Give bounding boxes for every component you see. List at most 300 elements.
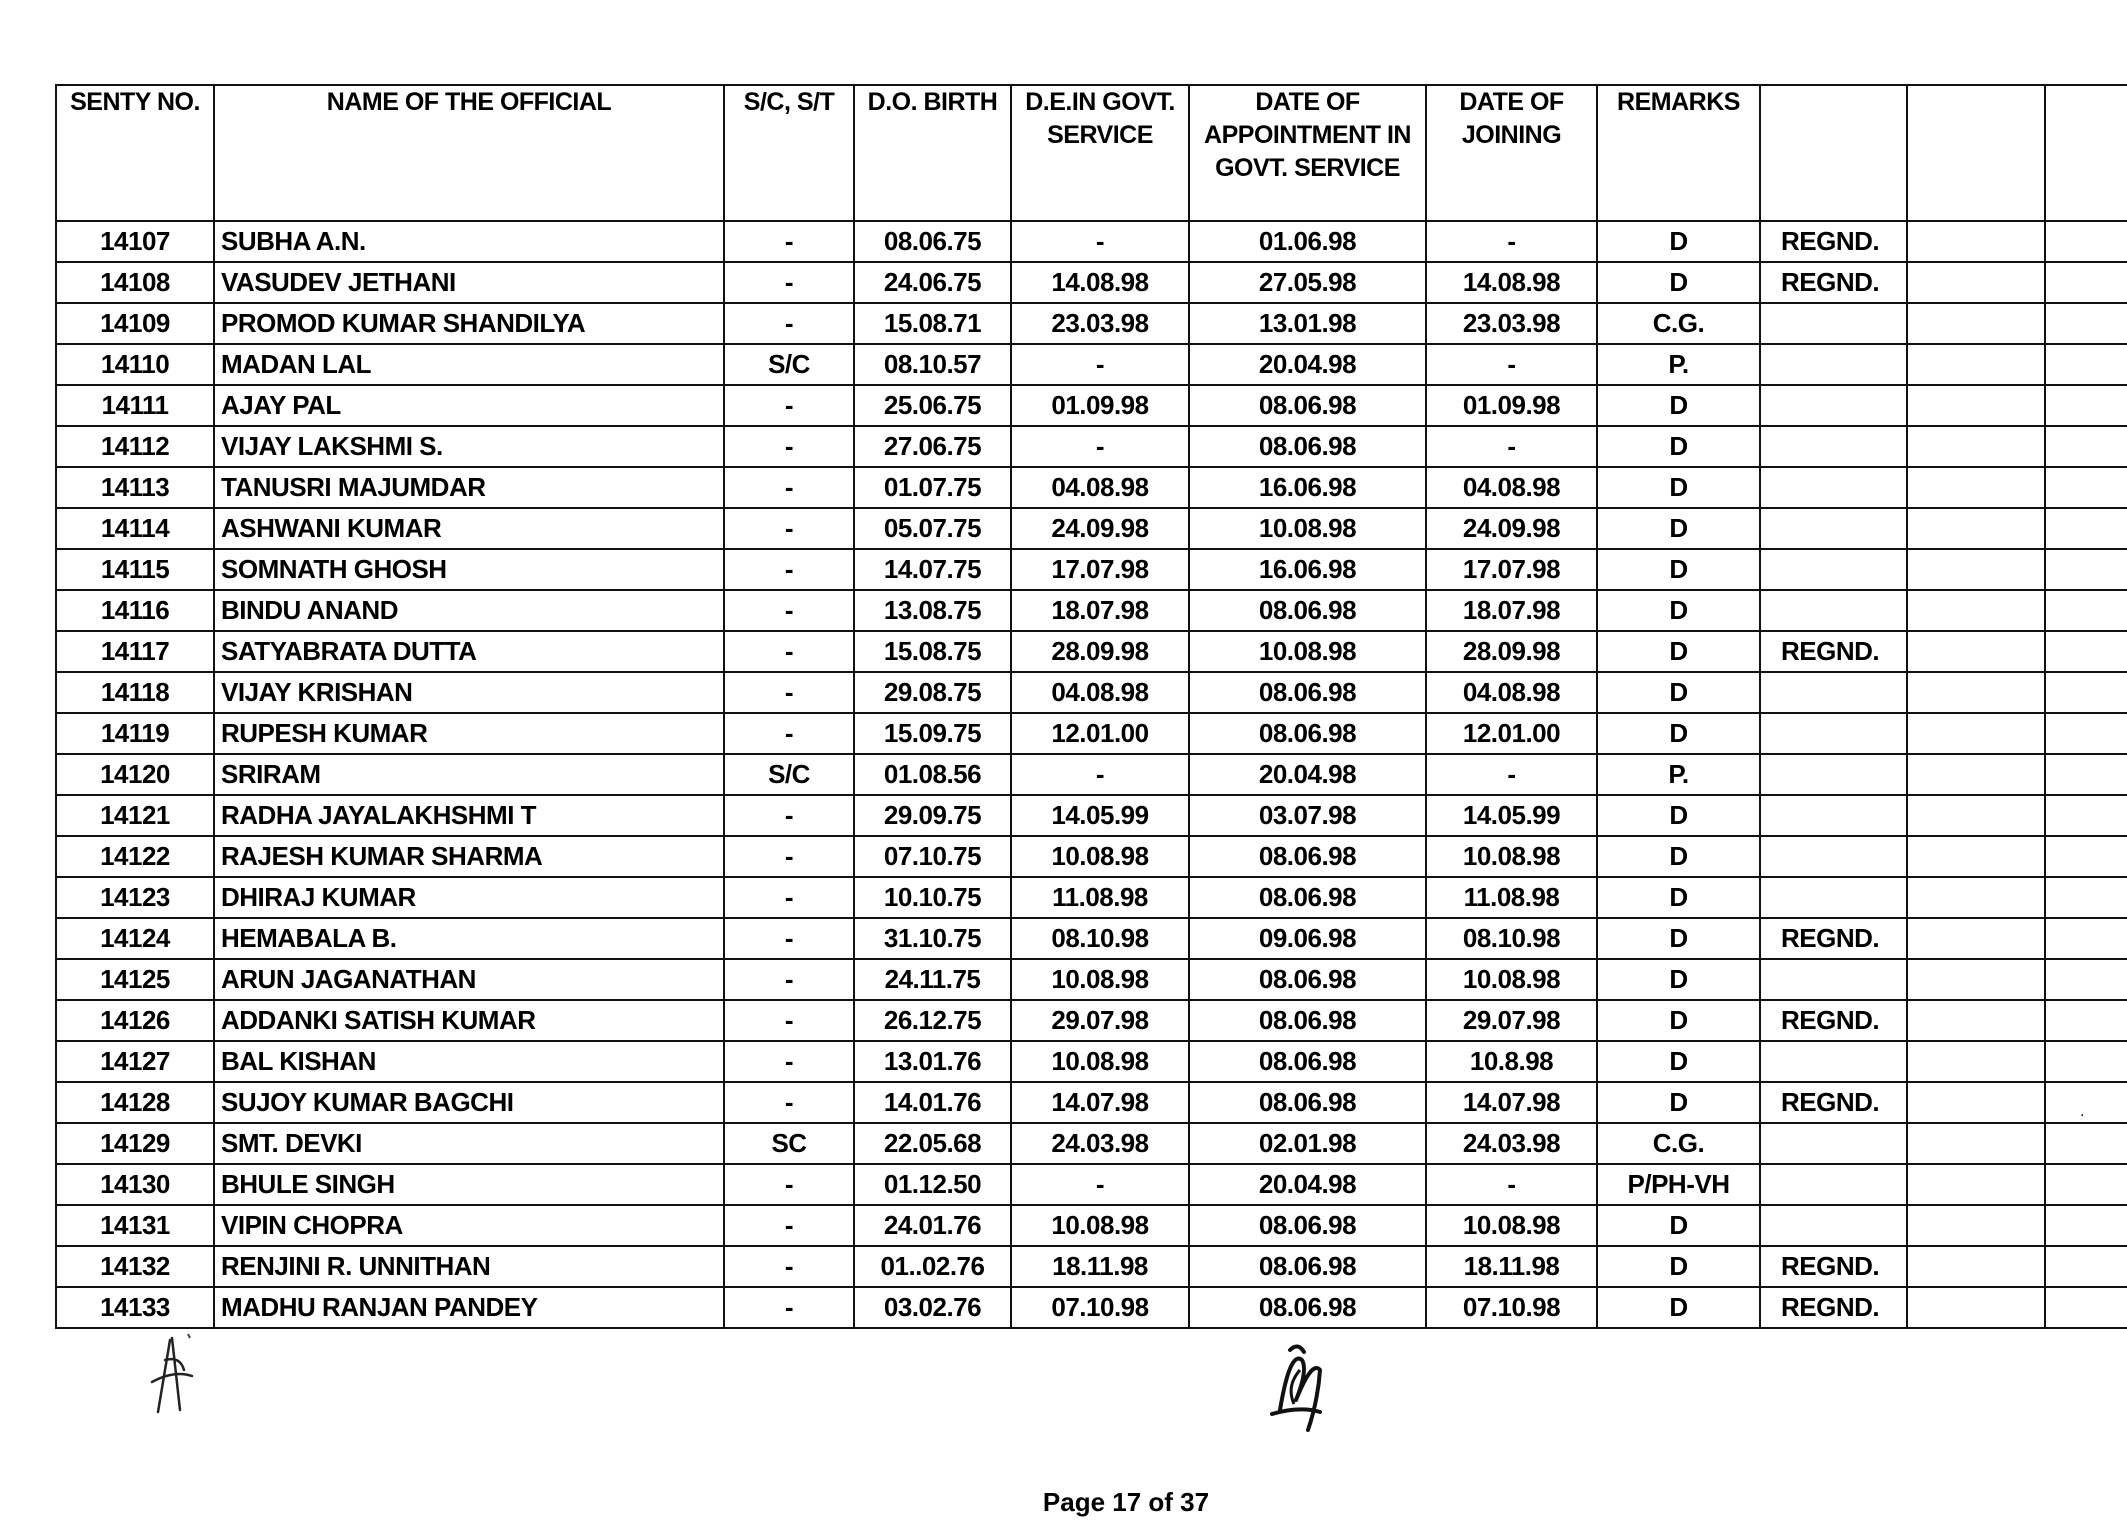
cell-date-of-birth: 08.06.75 bbox=[854, 221, 1011, 262]
cell-date-of-birth: 01.12.50 bbox=[854, 1164, 1011, 1205]
cell-official-name: BAL KISHAN bbox=[214, 1041, 724, 1082]
cell-blank bbox=[2045, 836, 2127, 877]
cell-date-of-joining: 01.09.98 bbox=[1426, 385, 1597, 426]
cell-de-govt-service: 17.07.98 bbox=[1011, 549, 1189, 590]
cell-date-of-joining: 10.08.98 bbox=[1426, 959, 1597, 1000]
seniority-list-table bbox=[55, 84, 2127, 1329]
cell-remarks: D bbox=[1597, 1000, 1760, 1041]
cell-remarks: D bbox=[1597, 1082, 1760, 1123]
cell-registration-remark: REGND. bbox=[1760, 918, 1907, 959]
cell-date-of-appointment: 20.04.98 bbox=[1189, 1164, 1426, 1205]
cell-registration-remark bbox=[1760, 385, 1907, 426]
cell-official-name: SOMNATH GHOSH bbox=[214, 549, 724, 590]
cell-date-of-appointment: 10.08.98 bbox=[1189, 631, 1426, 672]
cell-registration-remark bbox=[1760, 754, 1907, 795]
cell-date-of-joining: - bbox=[1426, 221, 1597, 262]
cell-sc-st: - bbox=[724, 262, 854, 303]
cell-date-of-appointment: 08.06.98 bbox=[1189, 385, 1426, 426]
header-remarks: REMARKS bbox=[1597, 85, 1760, 221]
cell-senty-no: 14125 bbox=[56, 959, 214, 1000]
cell-date-of-birth: 03.02.76 bbox=[854, 1287, 1011, 1328]
cell-blank bbox=[2045, 918, 2127, 959]
cell-date-of-birth: 05.07.75 bbox=[854, 508, 1011, 549]
cell-senty-no: 14110 bbox=[56, 344, 214, 385]
cell-date-of-joining: 08.10.98 bbox=[1426, 918, 1597, 959]
table-row bbox=[56, 590, 2127, 631]
cell-senty-no: 14113 bbox=[56, 467, 214, 508]
cell-remarks: P. bbox=[1597, 754, 1760, 795]
cell-senty-no: 14133 bbox=[56, 1287, 214, 1328]
cell-remarks: D bbox=[1597, 221, 1760, 262]
cell-de-govt-service: 29.07.98 bbox=[1011, 1000, 1189, 1041]
cell-senty-no: 14130 bbox=[56, 1164, 214, 1205]
cell-remarks: D bbox=[1597, 836, 1760, 877]
cell-sc-st: - bbox=[724, 221, 854, 262]
cell-date-of-appointment: 08.06.98 bbox=[1189, 1287, 1426, 1328]
cell-remarks: D bbox=[1597, 672, 1760, 713]
cell-blank bbox=[1907, 467, 2045, 508]
cell-sc-st: - bbox=[724, 426, 854, 467]
cell-remarks: P/PH-VH bbox=[1597, 1164, 1760, 1205]
cell-blank bbox=[2045, 1287, 2127, 1328]
cell-official-name: SUBHA A.N. bbox=[214, 221, 724, 262]
cell-official-name: ASHWANI KUMAR bbox=[214, 508, 724, 549]
table-row bbox=[56, 344, 2127, 385]
cell-blank bbox=[2045, 344, 2127, 385]
cell-blank bbox=[2045, 631, 2127, 672]
cell-official-name: SUJOY KUMAR BAGCHI bbox=[214, 1082, 724, 1123]
cell-date-of-joining: 11.08.98 bbox=[1426, 877, 1597, 918]
cell-de-govt-service: 11.08.98 bbox=[1011, 877, 1189, 918]
cell-blank bbox=[1907, 1041, 2045, 1082]
table-row bbox=[56, 959, 2127, 1000]
cell-date-of-joining: 14.07.98 bbox=[1426, 1082, 1597, 1123]
cell-senty-no: 14120 bbox=[56, 754, 214, 795]
cell-date-of-appointment: 13.01.98 bbox=[1189, 303, 1426, 344]
cell-date-of-joining: 14.08.98 bbox=[1426, 262, 1597, 303]
cell-blank bbox=[1907, 221, 2045, 262]
cell-official-name: MADHU RANJAN PANDEY bbox=[214, 1287, 724, 1328]
cell-blank bbox=[1907, 303, 2045, 344]
header-dob: D.O. BIRTH bbox=[854, 85, 1011, 221]
header-name: NAME OF THE OFFICIAL bbox=[214, 85, 724, 221]
cell-official-name: HEMABALA B. bbox=[214, 918, 724, 959]
cell-registration-remark bbox=[1760, 877, 1907, 918]
cell-sc-st: - bbox=[724, 467, 854, 508]
header-sc-st: S/C, S/T bbox=[724, 85, 854, 221]
cell-date-of-appointment: 08.06.98 bbox=[1189, 426, 1426, 467]
cell-sc-st: - bbox=[724, 836, 854, 877]
cell-remarks: D bbox=[1597, 795, 1760, 836]
cell-registration-remark bbox=[1760, 836, 1907, 877]
cell-date-of-birth: 15.08.71 bbox=[854, 303, 1011, 344]
cell-registration-remark bbox=[1760, 1205, 1907, 1246]
cell-date-of-birth: 15.09.75 bbox=[854, 713, 1011, 754]
cell-blank bbox=[1907, 631, 2045, 672]
cell-de-govt-service: 07.10.98 bbox=[1011, 1287, 1189, 1328]
cell-blank bbox=[1907, 795, 2045, 836]
cell-senty-no: 14114 bbox=[56, 508, 214, 549]
cell-senty-no: 14126 bbox=[56, 1000, 214, 1041]
cell-de-govt-service: 10.08.98 bbox=[1011, 959, 1189, 1000]
cell-blank bbox=[2045, 1205, 2127, 1246]
cell-registration-remark bbox=[1760, 1041, 1907, 1082]
cell-senty-no: 14108 bbox=[56, 262, 214, 303]
cell-sc-st: SC bbox=[724, 1123, 854, 1164]
cell-remarks: D bbox=[1597, 918, 1760, 959]
cell-registration-remark bbox=[1760, 549, 1907, 590]
cell-de-govt-service: 14.05.99 bbox=[1011, 795, 1189, 836]
table-row bbox=[56, 631, 2127, 672]
cell-date-of-joining: 04.08.98 bbox=[1426, 672, 1597, 713]
cell-date-of-appointment: 16.06.98 bbox=[1189, 549, 1426, 590]
cell-date-of-joining: 29.07.98 bbox=[1426, 1000, 1597, 1041]
cell-date-of-joining: 04.08.98 bbox=[1426, 467, 1597, 508]
cell-blank bbox=[1907, 385, 2045, 426]
cell-official-name: RAJESH KUMAR SHARMA bbox=[214, 836, 724, 877]
table-row bbox=[56, 754, 2127, 795]
cell-registration-remark bbox=[1760, 303, 1907, 344]
cell-de-govt-service: 01.09.98 bbox=[1011, 385, 1189, 426]
cell-date-of-joining: - bbox=[1426, 426, 1597, 467]
cell-official-name: RUPESH KUMAR bbox=[214, 713, 724, 754]
cell-sc-st: - bbox=[724, 590, 854, 631]
cell-date-of-joining: 24.09.98 bbox=[1426, 508, 1597, 549]
table-row bbox=[56, 795, 2127, 836]
cell-de-govt-service: - bbox=[1011, 426, 1189, 467]
cell-de-govt-service: 23.03.98 bbox=[1011, 303, 1189, 344]
header-senty-no: SENTY NO. bbox=[56, 85, 214, 221]
cell-blank bbox=[1907, 836, 2045, 877]
cell-date-of-appointment: 08.06.98 bbox=[1189, 959, 1426, 1000]
table-row bbox=[56, 1246, 2127, 1287]
cell-blank bbox=[2045, 713, 2127, 754]
cell-sc-st: - bbox=[724, 918, 854, 959]
cell-remarks: P. bbox=[1597, 344, 1760, 385]
table-row bbox=[56, 467, 2127, 508]
cell-official-name: BHULE SINGH bbox=[214, 1164, 724, 1205]
cell-registration-remark bbox=[1760, 672, 1907, 713]
cell-remarks: D bbox=[1597, 549, 1760, 590]
cell-senty-no: 14123 bbox=[56, 877, 214, 918]
cell-blank bbox=[1907, 1205, 2045, 1246]
header-blank-2 bbox=[1907, 85, 2045, 221]
cell-remarks: D bbox=[1597, 426, 1760, 467]
cell-official-name: SATYABRATA DUTTA bbox=[214, 631, 724, 672]
cell-blank bbox=[2045, 426, 2127, 467]
cell-registration-remark bbox=[1760, 344, 1907, 385]
cell-remarks: D bbox=[1597, 262, 1760, 303]
cell-remarks: D bbox=[1597, 467, 1760, 508]
cell-date-of-appointment: 02.01.98 bbox=[1189, 1123, 1426, 1164]
cell-official-name: RADHA JAYALAKHSHMI T bbox=[214, 795, 724, 836]
cell-sc-st: - bbox=[724, 1041, 854, 1082]
cell-blank bbox=[1907, 754, 2045, 795]
cell-registration-remark bbox=[1760, 426, 1907, 467]
cell-blank bbox=[1907, 1123, 2045, 1164]
page-number-footer: Page 17 of 37 bbox=[1042, 1487, 1210, 1517]
header-joining: DATE OF JOINING bbox=[1426, 85, 1597, 221]
cell-sc-st: S/C bbox=[724, 344, 854, 385]
cell-senty-no: 14115 bbox=[56, 549, 214, 590]
table-row bbox=[56, 426, 2127, 467]
cell-date-of-joining: 07.10.98 bbox=[1426, 1287, 1597, 1328]
cell-blank bbox=[1907, 1000, 2045, 1041]
cell-official-name: TANUSRI MAJUMDAR bbox=[214, 467, 724, 508]
cell-senty-no: 14129 bbox=[56, 1123, 214, 1164]
cell-blank bbox=[1907, 713, 2045, 754]
header-blank-1 bbox=[1760, 85, 1907, 221]
cell-official-name: RENJINI R. UNNITHAN bbox=[214, 1246, 724, 1287]
cell-date-of-birth: 01.07.75 bbox=[854, 467, 1011, 508]
cell-registration-remark bbox=[1760, 1164, 1907, 1205]
cell-remarks: D bbox=[1597, 508, 1760, 549]
cell-senty-no: 14117 bbox=[56, 631, 214, 672]
cell-official-name: ARUN JAGANATHAN bbox=[214, 959, 724, 1000]
cell-date-of-joining: 14.05.99 bbox=[1426, 795, 1597, 836]
cell-blank bbox=[1907, 877, 2045, 918]
cell-de-govt-service: 10.08.98 bbox=[1011, 1041, 1189, 1082]
cell-date-of-appointment: 08.06.98 bbox=[1189, 1000, 1426, 1041]
table-row bbox=[56, 1205, 2127, 1246]
cell-date-of-appointment: 20.04.98 bbox=[1189, 344, 1426, 385]
cell-official-name: VIPIN CHOPRA bbox=[214, 1205, 724, 1246]
cell-blank bbox=[2045, 672, 2127, 713]
table-row bbox=[56, 303, 2127, 344]
cell-registration-remark: REGND. bbox=[1760, 221, 1907, 262]
cell-date-of-appointment: 08.06.98 bbox=[1189, 1041, 1426, 1082]
cell-remarks: D bbox=[1597, 1246, 1760, 1287]
cell-blank bbox=[2045, 262, 2127, 303]
cell-registration-remark: REGND. bbox=[1760, 262, 1907, 303]
cell-de-govt-service: 14.08.98 bbox=[1011, 262, 1189, 303]
cell-date-of-birth: 14.07.75 bbox=[854, 549, 1011, 590]
cell-date-of-appointment: 27.05.98 bbox=[1189, 262, 1426, 303]
cell-sc-st: - bbox=[724, 1205, 854, 1246]
table-body bbox=[56, 221, 2127, 1328]
cell-date-of-birth: 26.12.75 bbox=[854, 1000, 1011, 1041]
cell-official-name: AJAY PAL bbox=[214, 385, 724, 426]
cell-registration-remark: REGND. bbox=[1760, 1082, 1907, 1123]
cell-de-govt-service: - bbox=[1011, 221, 1189, 262]
cell-de-govt-service: - bbox=[1011, 754, 1189, 795]
cell-date-of-birth: 13.01.76 bbox=[854, 1041, 1011, 1082]
cell-remarks: D bbox=[1597, 1041, 1760, 1082]
cell-date-of-joining: 10.8.98 bbox=[1426, 1041, 1597, 1082]
cell-remarks: D bbox=[1597, 385, 1760, 426]
cell-date-of-birth: 29.08.75 bbox=[854, 672, 1011, 713]
cell-date-of-joining: - bbox=[1426, 1164, 1597, 1205]
cell-sc-st: - bbox=[724, 795, 854, 836]
cell-remarks: D bbox=[1597, 713, 1760, 754]
cell-registration-remark: REGND. bbox=[1760, 1000, 1907, 1041]
cell-registration-remark: REGND. bbox=[1760, 1246, 1907, 1287]
cell-date-of-appointment: 03.07.98 bbox=[1189, 795, 1426, 836]
cell-date-of-birth: 08.10.57 bbox=[854, 344, 1011, 385]
cell-sc-st: - bbox=[724, 549, 854, 590]
cell-remarks: D bbox=[1597, 1205, 1760, 1246]
cell-date-of-joining: 23.03.98 bbox=[1426, 303, 1597, 344]
cell-de-govt-service: 10.08.98 bbox=[1011, 836, 1189, 877]
cell-date-of-joining: - bbox=[1426, 754, 1597, 795]
cell-date-of-joining: 18.07.98 bbox=[1426, 590, 1597, 631]
cell-blank bbox=[1907, 918, 2045, 959]
cell-blank bbox=[2045, 1246, 2127, 1287]
cell-date-of-birth: 10.10.75 bbox=[854, 877, 1011, 918]
table-row bbox=[56, 1164, 2127, 1205]
cell-date-of-joining: 28.09.98 bbox=[1426, 631, 1597, 672]
cell-date-of-joining: - bbox=[1426, 344, 1597, 385]
cell-senty-no: 14124 bbox=[56, 918, 214, 959]
initials-signature-left bbox=[130, 1330, 210, 1420]
cell-date-of-appointment: 20.04.98 bbox=[1189, 754, 1426, 795]
cell-date-of-birth: 07.10.75 bbox=[854, 836, 1011, 877]
cell-senty-no: 14111 bbox=[56, 385, 214, 426]
cell-blank bbox=[1907, 344, 2045, 385]
cell-registration-remark bbox=[1760, 467, 1907, 508]
cell-blank bbox=[2045, 385, 2127, 426]
cell-registration-remark bbox=[1760, 1123, 1907, 1164]
cell-de-govt-service: 24.03.98 bbox=[1011, 1123, 1189, 1164]
table-row bbox=[56, 221, 2127, 262]
header-appointment: DATE OF APPOINTMENT IN GOVT. SERVICE bbox=[1189, 85, 1426, 221]
cell-date-of-appointment: 08.06.98 bbox=[1189, 590, 1426, 631]
table-row bbox=[56, 262, 2127, 303]
table-row bbox=[56, 549, 2127, 590]
table-row bbox=[56, 877, 2127, 918]
cell-date-of-birth: 31.10.75 bbox=[854, 918, 1011, 959]
scan-speck: · bbox=[2080, 1108, 2085, 1124]
cell-blank bbox=[2045, 508, 2127, 549]
cell-registration-remark: REGND. bbox=[1760, 1287, 1907, 1328]
cell-senty-no: 14127 bbox=[56, 1041, 214, 1082]
cell-sc-st: - bbox=[724, 1000, 854, 1041]
cell-blank bbox=[1907, 590, 2045, 631]
cell-date-of-appointment: 16.06.98 bbox=[1189, 467, 1426, 508]
cell-sc-st: - bbox=[724, 713, 854, 754]
cell-remarks: C.G. bbox=[1597, 303, 1760, 344]
cell-date-of-birth: 01.08.56 bbox=[854, 754, 1011, 795]
cell-blank bbox=[2045, 959, 2127, 1000]
cell-senty-no: 14112 bbox=[56, 426, 214, 467]
cell-senty-no: 14119 bbox=[56, 713, 214, 754]
cell-blank bbox=[1907, 1082, 2045, 1123]
table-row bbox=[56, 672, 2127, 713]
cell-date-of-appointment: 10.08.98 bbox=[1189, 508, 1426, 549]
cell-official-name: VIJAY LAKSHMI S. bbox=[214, 426, 724, 467]
cell-blank bbox=[2045, 1000, 2127, 1041]
cell-date-of-appointment: 08.06.98 bbox=[1189, 1205, 1426, 1246]
table-row bbox=[56, 385, 2127, 426]
cell-remarks: D bbox=[1597, 959, 1760, 1000]
cell-date-of-birth: 15.08.75 bbox=[854, 631, 1011, 672]
cell-senty-no: 14107 bbox=[56, 221, 214, 262]
cell-date-of-appointment: 01.06.98 bbox=[1189, 221, 1426, 262]
cell-registration-remark: REGND. bbox=[1760, 631, 1907, 672]
cell-senty-no: 14122 bbox=[56, 836, 214, 877]
cell-official-name: VIJAY KRISHAN bbox=[214, 672, 724, 713]
cell-date-of-birth: 24.11.75 bbox=[854, 959, 1011, 1000]
cell-blank bbox=[2045, 303, 2127, 344]
cell-date-of-joining: 10.08.98 bbox=[1426, 836, 1597, 877]
cell-sc-st: - bbox=[724, 1287, 854, 1328]
cell-date-of-birth: 27.06.75 bbox=[854, 426, 1011, 467]
cell-blank bbox=[1907, 1287, 2045, 1328]
cell-blank bbox=[1907, 672, 2045, 713]
cell-senty-no: 14121 bbox=[56, 795, 214, 836]
cell-date-of-appointment: 09.06.98 bbox=[1189, 918, 1426, 959]
cell-registration-remark bbox=[1760, 590, 1907, 631]
cell-registration-remark bbox=[1760, 959, 1907, 1000]
cell-sc-st: - bbox=[724, 1246, 854, 1287]
cell-remarks: D bbox=[1597, 1287, 1760, 1328]
cell-sc-st: - bbox=[724, 1164, 854, 1205]
table-row bbox=[56, 508, 2127, 549]
cell-blank bbox=[2045, 590, 2127, 631]
cell-remarks: D bbox=[1597, 590, 1760, 631]
cell-date-of-appointment: 08.06.98 bbox=[1189, 713, 1426, 754]
cell-date-of-appointment: 08.06.98 bbox=[1189, 672, 1426, 713]
cell-de-govt-service: 10.08.98 bbox=[1011, 1205, 1189, 1246]
cell-blank bbox=[2045, 467, 2127, 508]
cell-date-of-birth: 29.09.75 bbox=[854, 795, 1011, 836]
cell-de-govt-service: 18.11.98 bbox=[1011, 1246, 1189, 1287]
cell-date-of-birth: 01..02.76 bbox=[854, 1246, 1011, 1287]
cell-sc-st: - bbox=[724, 303, 854, 344]
cell-official-name: PROMOD KUMAR SHANDILYA bbox=[214, 303, 724, 344]
cell-official-name: VASUDEV JETHANI bbox=[214, 262, 724, 303]
cell-de-govt-service: 14.07.98 bbox=[1011, 1082, 1189, 1123]
table-row bbox=[56, 713, 2127, 754]
cell-blank bbox=[2045, 1123, 2127, 1164]
cell-sc-st: - bbox=[724, 508, 854, 549]
cell-date-of-birth: 24.06.75 bbox=[854, 262, 1011, 303]
cell-sc-st: - bbox=[724, 1082, 854, 1123]
cell-senty-no: 14116 bbox=[56, 590, 214, 631]
cell-official-name: SMT. DEVKI bbox=[214, 1123, 724, 1164]
table-row bbox=[56, 1041, 2127, 1082]
cell-date-of-birth: 13.08.75 bbox=[854, 590, 1011, 631]
cell-blank bbox=[2045, 1164, 2127, 1205]
initials-signature-right bbox=[1250, 1330, 1340, 1440]
cell-date-of-joining: 12.01.00 bbox=[1426, 713, 1597, 754]
cell-senty-no: 14128 bbox=[56, 1082, 214, 1123]
cell-blank bbox=[1907, 549, 2045, 590]
cell-de-govt-service: 18.07.98 bbox=[1011, 590, 1189, 631]
cell-date-of-birth: 25.06.75 bbox=[854, 385, 1011, 426]
cell-sc-st: - bbox=[724, 631, 854, 672]
cell-date-of-birth: 24.01.76 bbox=[854, 1205, 1011, 1246]
cell-date-of-birth: 14.01.76 bbox=[854, 1082, 1011, 1123]
cell-date-of-appointment: 08.06.98 bbox=[1189, 1246, 1426, 1287]
cell-blank bbox=[2045, 221, 2127, 262]
cell-blank bbox=[1907, 1246, 2045, 1287]
table-row bbox=[56, 1287, 2127, 1328]
cell-date-of-joining: 17.07.98 bbox=[1426, 549, 1597, 590]
cell-de-govt-service: 08.10.98 bbox=[1011, 918, 1189, 959]
cell-official-name: DHIRAJ KUMAR bbox=[214, 877, 724, 918]
cell-date-of-joining: 24.03.98 bbox=[1426, 1123, 1597, 1164]
cell-de-govt-service: 24.09.98 bbox=[1011, 508, 1189, 549]
cell-official-name: BINDU ANAND bbox=[214, 590, 724, 631]
cell-senty-no: 14131 bbox=[56, 1205, 214, 1246]
cell-de-govt-service: 12.01.00 bbox=[1011, 713, 1189, 754]
cell-blank bbox=[2045, 877, 2127, 918]
cell-remarks: D bbox=[1597, 877, 1760, 918]
header-blank-3 bbox=[2045, 85, 2127, 221]
cell-date-of-joining: 10.08.98 bbox=[1426, 1205, 1597, 1246]
cell-registration-remark bbox=[1760, 713, 1907, 754]
